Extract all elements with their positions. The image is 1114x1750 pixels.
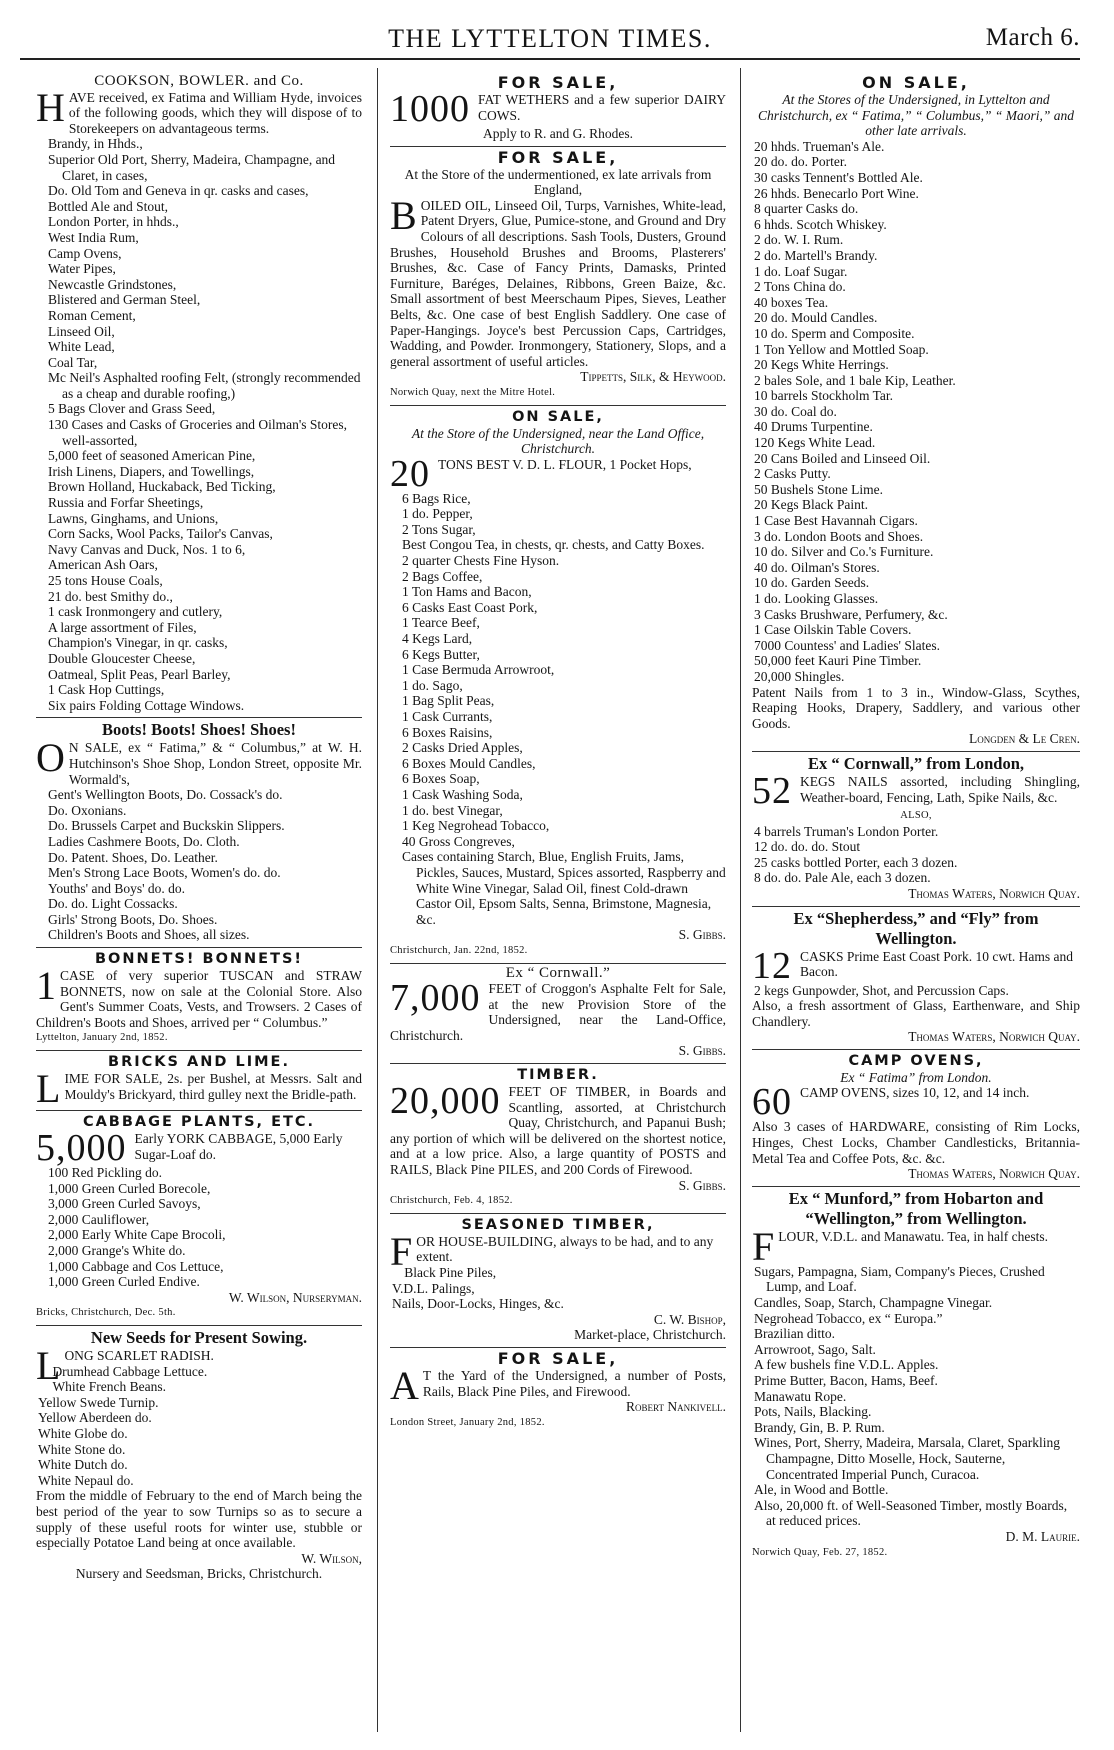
list-item: 12 do. do. do. Stout [754, 839, 861, 855]
list-item: White Lead, [48, 339, 115, 355]
list-item: 130 Cases and Casks of Groceries and Oilman's Stores, well-assorted, [48, 417, 348, 448]
list-item: 1 Cask Currants, [402, 709, 493, 724]
list-item: Girls' Strong Boots, Do. Shoes. [48, 911, 218, 927]
column-2 [390, 72, 726, 1736]
goods-list [752, 1264, 1080, 1529]
list-item: Do. Brussels Carpet and Buckskin Slippers. [48, 818, 285, 834]
ad-signature: C. W. Bishop, [653, 1311, 726, 1327]
list-item: Ladies Cashmere Boots, Do. Cloth. [48, 833, 240, 849]
goods-list [390, 1265, 726, 1312]
ad-cornwall-nails [752, 752, 1080, 907]
list-item: 3 Casks Brushware, Perfumery, &c. [754, 606, 948, 622]
big-number: 20 [390, 452, 430, 495]
ad-signature: W. Wilson, [301, 1550, 362, 1566]
list-item: Superior Old Port, Sherry, Madeira, Champagne, and Claret, in cases, [48, 151, 336, 183]
list-item: Prime Butter, Bacon, Hams, Beef. [754, 1373, 938, 1388]
list-item: Mc Neil's Asphalted roofing Felt, (strongly recommended as a cheap and durable roofing,) [48, 370, 361, 401]
goods-list [36, 1165, 362, 1290]
list-item: White Nepaul do. [38, 1472, 134, 1488]
ad-signature: Thomas Waters, Norwich Quay. [908, 1166, 1080, 1182]
list-item: Brazilian ditto. [754, 1326, 835, 1342]
list-item: 1 Cask Washing Soda, [402, 786, 523, 802]
list-item: 1 cask Ironmongery and cutlery, [48, 604, 223, 620]
ad-signature: S. Gibbs. [678, 1177, 726, 1193]
ad-title: Ex “ Cornwall.” [505, 964, 611, 981]
big-number: 12 [752, 944, 792, 987]
ad-signature-address: Nursery and Seedsman, Bricks, Christchurch. [75, 1566, 323, 1582]
ad-footer: Norwich Quay, next the Mitre Hotel. [390, 386, 556, 398]
list-item: Brandy, in Hhds., [48, 136, 143, 152]
ad-cookson [36, 72, 362, 718]
list-item: 1 Keg Negrohead Tobacco, [402, 818, 550, 834]
list-item: 1 do. Loaf Sugar. [754, 263, 848, 279]
list-item: 3 do. London Boots and Shoes. [754, 528, 924, 544]
ad-title: Ex “Shepherdess,” and “Fly” from Wellington. [793, 908, 1039, 948]
column-1 [36, 72, 362, 1736]
big-number: 1000 [390, 88, 470, 130]
list-item: 6 Boxes Mould Candles, [402, 755, 536, 771]
ad-lead: CAMP OVENS, sizes 10, 12, and 14 inch. [800, 1085, 1030, 1101]
list-item: Linseed Oil, [48, 323, 115, 339]
list-item: 2 bales Sole, and 1 bale Kip, Leather. [754, 372, 956, 388]
list-item: 1,000 Green Curled Endive. [48, 1274, 200, 1290]
list-item: 6 Boxes Raisins, [402, 724, 493, 740]
issue-date: March 6. [985, 24, 1080, 51]
ad-title: TIMBER. [517, 1067, 599, 1084]
ad-bonnets [36, 948, 362, 1051]
drop-cap: L [36, 1066, 61, 1112]
ad-signature: Thomas Waters, Norwich Quay. [908, 1029, 1080, 1045]
goods-list [752, 139, 1080, 685]
ad-title: SEASONED TIMBER, [461, 1216, 655, 1233]
list-item: Double Gloucester Cheese, [48, 650, 196, 666]
list-item: Blistered and German Steel, [48, 292, 201, 308]
list-item: 20 Kegs White Herrings. [754, 357, 889, 373]
ad-also: ALSO, [900, 809, 932, 821]
ad-signature: Robert Nankivell. [626, 1399, 726, 1415]
list-item: 2 Bags Coffee, [402, 568, 483, 584]
list-item: Do. Old Tom and Geneva in qr. casks and cases, [48, 183, 309, 199]
ad-apply: Apply to R. and G. Rhodes. [483, 126, 633, 141]
ad-gibbs-stores [390, 406, 726, 964]
list-item: 25 casks bottled Porter, each 3 dozen. [754, 854, 958, 870]
list-item: White Dutch do. [38, 1457, 128, 1473]
list-item: Champion's Vinegar, in qr. casks, [48, 635, 228, 651]
list-item: A large assortment of Files, [48, 619, 197, 635]
big-number: 5,000 [36, 1127, 127, 1170]
drop-cap: L [36, 1342, 61, 1388]
list-item: 1 do. Pepper, [402, 506, 473, 522]
big-number: 52 [752, 769, 792, 812]
ad-camp-ovens [752, 1050, 1080, 1187]
ad-lead: CASKS Prime East Coast Pork. 10 cwt. Hams and Bacon. [800, 948, 1073, 980]
list-item: 1 Bag Split Peas, [402, 693, 495, 709]
ad-seeds [36, 1326, 362, 1586]
goods-list [36, 787, 362, 943]
ad-subtitle: At the Store of the Undersigned, near the Land Office, Christchurch. [411, 425, 705, 457]
list-item: Nails, Door-Locks, Hinges, &c. [392, 1296, 564, 1312]
goods-list [752, 983, 1080, 999]
ad-lead: ONG SCARLET RADISH. [64, 1347, 214, 1363]
ad-title: BRICKS AND LIME. [108, 1054, 290, 1071]
ad-signature: S. Gibbs. [678, 927, 726, 943]
ad-body: FEET OF TIMBER, in Boards and Scantling, assorted, at Christchurch Quay, Christchurch, and Papanui Bush; any portion of which will be delivered on the shortest notice, and at a low price. Also, a large quantity of POSTS and RAILS, Black Pine PILES, and 200 Cords of Firewood. [390, 1084, 726, 1178]
column-3 [752, 72, 1080, 1736]
goods-list [36, 136, 362, 713]
ad-footer: Norwich Quay, Feb. 27, 1852. [752, 1546, 888, 1558]
list-item: 10 barrels Stockholm Tar. [754, 388, 894, 404]
list-item: Irish Linens, Diapers, and Towellings, [48, 463, 255, 479]
list-item: 1 Ton Yellow and Mottled Soap. [754, 341, 929, 357]
ad-signature: W. Wilson, Nurseryman. [228, 1289, 362, 1305]
list-item: 8 quarter Casks do. [754, 201, 859, 217]
list-item: White French Beans. [52, 1379, 167, 1395]
list-item: 1 Cask Hop Cuttings, [48, 682, 165, 698]
list-item: 4 barrels Truman's London Porter. [754, 823, 939, 839]
ad-signature: Tippetts, Silk, & Heywood. [580, 369, 726, 385]
list-item: 2 do. Martell's Brandy. [754, 247, 878, 263]
list-item: 8 do. do. Pale Ale, each 3 dozen. [754, 870, 931, 886]
ad-lead: OR HOUSE-BUILDING, always to be had, and to any extent. [416, 1233, 714, 1265]
list-item: 25 tons House Coals, [48, 573, 163, 588]
list-item: 40 boxes Tea. [754, 294, 829, 310]
ad-signature: S. Gibbs. [678, 1043, 726, 1059]
ad-title: ON SALE, [862, 73, 970, 92]
list-item: 10 do. Garden Seeds. [754, 575, 870, 591]
ad-footer: Christchurch, Jan. 22nd, 1852. [390, 944, 528, 956]
list-item: 1 do. Looking Glasses. [754, 591, 879, 606]
list-item: Brown Holland, Huckaback, Bed Ticking, [48, 479, 276, 495]
list-item: 50,000 feet Kauri Pine Timber. [754, 653, 922, 669]
ad-body: Patent Nails from 1 to 3 in., Window-Glass, Scythes, Reaping Hooks, Drapery, Saddlery, and various other Goods. [752, 684, 1080, 731]
list-item: Pots, Nails, Blacking. [754, 1404, 872, 1420]
list-item: 3,000 Green Curled Savoys, [48, 1196, 201, 1212]
ad-signature: Longden & Le Cren. [969, 731, 1080, 747]
drop-cap: B [390, 192, 417, 238]
list-item: Newcastle Grindstones, [48, 276, 177, 292]
list-item: 20 Kegs Black Paint. [754, 497, 868, 513]
ad-body: Also 3 cases of HARDWARE, consisting of Rim Locks, Hinges, Chest Locks, Chamber Candlesticks, Britannia-Metal Tea and Coffee Pots, &c. &c. [752, 1119, 1080, 1166]
list-item: Arrowroot, Sago, Salt. [754, 1341, 876, 1357]
list-item: West India Rum, [48, 229, 139, 245]
list-item: Cases containing Starch, Blue, English Fruits, Jams, Pickles, Sauces, Mustard, Spices assorted, Raspberry and White Wine Vinegar, Salad Oil, finest Cold-drawn Castor Oil, Epsom Salts, Senna, Brimstone, Magnesia, &c. [402, 849, 726, 927]
list-item: 2 Tons China do. [754, 279, 846, 295]
list-item: White Globe do. [38, 1425, 128, 1441]
list-item: 21 do. best Smithy do., [48, 588, 173, 604]
list-item: Drumhead Cabbage Lettuce. [52, 1363, 208, 1379]
list-item: 1 do. Sago, [402, 677, 463, 693]
goods-list [752, 824, 1080, 886]
goods-list [390, 491, 726, 928]
ad-cornwall-felt [390, 964, 726, 1065]
ad-title: Boots! Boots! Shoes! Shoes! [102, 720, 296, 740]
list-item: Wines, Port, Sherry, Madeira, Marsala, Claret, Sparkling Champagne, Ditto Moselle, Hock, Sauterne, Concentrated Imperial Punch, Curacoa. [754, 1435, 1061, 1482]
list-item: 20 Cans Boiled and Linseed Oil. [754, 450, 931, 466]
list-item: 5 Bags Clover and Grass Seed, [48, 401, 216, 417]
list-item: 4 Kegs Lard, [402, 631, 473, 647]
ad-timber [390, 1064, 726, 1214]
list-item: 1 Case Oilskin Table Covers. [754, 622, 912, 638]
list-item: 1 Ton Hams and Bacon, [402, 584, 532, 600]
list-item: 2,000 Cauliflower, [48, 1211, 150, 1227]
drop-cap: 1 [36, 963, 56, 1009]
list-item: 2 Casks Dried Apples, [402, 740, 523, 756]
ad-longden [752, 72, 1080, 752]
list-item: Camp Ovens, [48, 245, 122, 261]
list-item: Roman Cement, [48, 307, 136, 323]
list-item: 2 Casks Putty. [754, 466, 831, 482]
list-item: Navy Canvas and Duck, Nos. 1 to 6, [48, 541, 246, 557]
list-item: 1,000 Cabbage and Cos Lettuce, [48, 1258, 224, 1274]
list-item: 6 Casks East Coast Pork, [402, 599, 538, 615]
list-item: A few bushels fine V.D.L. Apples. [754, 1357, 939, 1373]
list-item: Manawatu Rope. [754, 1388, 847, 1404]
list-item: Coal Tar, [48, 354, 98, 370]
list-item: Children's Boots and Shoes, all sizes. [48, 927, 250, 943]
list-item: 1,000 Green Curled Borecole, [48, 1180, 211, 1196]
list-item: 40 Drums Turpentine. [754, 419, 873, 435]
list-item: 10 do. Silver and Co.'s Furniture. [754, 544, 934, 560]
ad-body: IME FOR SALE, 2s. per Bushel, at Messrs. Salt and Mouldy's Brickyard, third gulley next the Bridle-path. [64, 1071, 362, 1102]
newspaper-title: THE LYTTELTON TIMES. [388, 24, 712, 53]
list-item: Yellow Aberdeen do. [38, 1410, 152, 1426]
list-item: 30 do. Coal do. [754, 403, 837, 419]
list-item: Ale, in Wood and Bottle. [754, 1482, 889, 1498]
ad-body: From the middle of February to the end of March being the best period of the year to sow Turnips so as to secure a supply of these useful roots for winter use, stubble or especially Potatoe Land being at once available. [36, 1488, 362, 1551]
list-item: 50 Bushels Stone Lime. [754, 481, 883, 497]
list-item: Do. do. Light Cossacks. [48, 896, 178, 912]
ad-body: T the Yard of the Undersigned, a number of Posts, Rails, Black Pine Piles, and Firewood. [422, 1367, 726, 1399]
list-item: Water Pipes, [48, 261, 116, 277]
list-item: 40 Gross Congreves, [402, 833, 515, 849]
list-item: Russia and Forfar Sheetings, [48, 495, 204, 511]
ad-lead: LOUR, V.D.L. and Manawatu. Tea, in half chests. [778, 1228, 1049, 1244]
ad-intro: AVE received, ex Fatima and William Hyde, invoices of the following goods, which they will dispose of to Storekeepers on advantageous terms. [68, 89, 362, 136]
list-item: Brandy, Gin, B. P. Rum. [754, 1419, 885, 1435]
ad-lead: Early YORK CABBAGE, 5,000 Early Sugar-Loaf do. [134, 1131, 343, 1162]
list-item: 6 Bags Rice, [402, 490, 471, 506]
ad-body: FEET of Croggon's Asphalte Felt for Sale, at the new Provision Store of the Undersigned, near the Land-Office, Christchurch. [390, 981, 726, 1043]
list-item: Gent's Wellington Boots, Do. Cossack's do. [48, 787, 283, 803]
ad-title: CAMP OVENS, [848, 1052, 984, 1069]
drop-cap: F [390, 1228, 413, 1274]
list-item: 26 hhds. Benecarlo Port Wine. [754, 185, 919, 201]
ad-subtitle: At the Stores of the Undersigned, in Lyttelton and Christchurch, ex “ Fatima,” “ Columbus,” “ Maori,” and other late arrivals. [757, 92, 1075, 139]
ad-title: ON SALE, [512, 408, 604, 425]
list-item: 2 quarter Chests Fine Hyson. [402, 553, 560, 569]
list-item: 1 Case Best Havannah Cigars. [754, 513, 918, 529]
list-item: 1 Tearce Beef, [402, 615, 480, 631]
ad-lead: KEGS NAILS assorted, including Shingling, Weather-board, Fencing, Lath, Spike Nails, &c. [800, 773, 1080, 805]
list-item: 20 do. do. Porter. [754, 154, 847, 170]
ad-tippetts [390, 147, 726, 406]
list-item: White Stone do. [38, 1441, 126, 1457]
ad-body: Also, a fresh assortment of Glass, Earthenware, and Ship Chandlery. [752, 998, 1080, 1029]
list-item: Also, 20,000 ft. of Well-Seasoned Timber, mostly Boards, at reduced prices. [754, 1497, 1068, 1529]
list-item: 7000 Countess' and Ladies' Slates. [754, 637, 940, 653]
list-item: Oatmeal, Split Peas, Pearl Barley, [48, 666, 231, 682]
list-item: 5,000 feet of seasoned American Pine, [48, 448, 256, 464]
list-item: Black Pine Piles, [404, 1265, 497, 1280]
list-item: 120 Kegs White Lead. [754, 435, 876, 451]
ad-body: CASE of very superior TUSCAN and STRAW BONNETS, now on sale at the Colonial Store. Also Gent's Summer Coats, Vests, and Trowsers. 2 Cases of Children's Boots and Shoes, arrived per “ Columbus.” [36, 968, 362, 1030]
list-item: V.D.L. Palings, [392, 1280, 475, 1296]
ad-subtitle: Ex “ Fatima” from London. [840, 1069, 992, 1085]
ad-title: FOR SALE, [497, 1348, 619, 1368]
list-item: 20,000 Shingles. [754, 668, 845, 684]
list-item: 30 casks Tennent's Bottled Ale. [754, 169, 923, 185]
list-item: Sugars, Pampagna, Siam, Company's Pieces, Crushed Lump, and Loaf. [754, 1263, 1045, 1295]
goods-list [36, 1364, 362, 1489]
column-divider [377, 68, 378, 1732]
list-item: 6 Boxes Soap, [402, 771, 480, 787]
list-item: 100 Red Pickling do. [48, 1165, 162, 1181]
drop-cap: A [390, 1362, 419, 1408]
ad-title: Ex “ Munford,” from Hobarton and “Wellington,” from Wellington. [788, 1188, 1044, 1228]
big-number: 20,000 [390, 1080, 501, 1123]
ad-footer: Christchurch, Feb. 4, 1852. [390, 1195, 513, 1207]
big-number: 7,000 [390, 977, 481, 1020]
list-item: London Porter, in hhds., [48, 214, 179, 230]
list-item: 1 do. best Vinegar, [402, 802, 503, 818]
masthead [20, 22, 1080, 60]
list-item: Negrohead Tobacco, ex “ Europa.” [754, 1310, 943, 1326]
list-item: Bottled Ale and Stout, [48, 198, 168, 214]
list-item: Men's Strong Lace Boots, Women's do. do. [48, 865, 281, 881]
list-item: 40 do. Oilman's Stores. [754, 559, 880, 575]
ad-cabbage [36, 1111, 362, 1326]
ad-intro: N SALE, ex “ Fatima,” & “ Columbus,” at W. H. Hutchinson's Shoe Shop, London Street, opposite Mr. Wormald's, [68, 740, 362, 787]
list-item: Do. Patent. Shoes, Do. Leather. [48, 849, 218, 865]
list-item: 20 do. Mould Candles. [754, 310, 878, 326]
ad-subtitle: At the Store of the undermentioned, ex late arrivals from England, [404, 166, 712, 198]
list-item: Corn Sacks, Wool Packs, Tailor's Canvas, [48, 526, 273, 542]
drop-cap: H [36, 84, 65, 130]
list-item: Six pairs Folding Cottage Windows. [48, 697, 245, 713]
list-item: 6 hhds. Scotch Whiskey. [754, 216, 887, 232]
ad-footer: London Street, January 2nd, 1852. [390, 1416, 545, 1428]
ad-body: OILED OIL, Linseed Oil, Turps, Varnishes, White-lead, Patent Dryers, Glue, Pumice-stone, and Ground and Dry Colours of all descriptions. Sash Tools, Dusters, Ground Brushes, Household Brushes and Brooms, Plasterers' Brushes, &c. Case of Fancy Prints, Damasks, Printed Furniture, Baréges, Delaines, Ribbons, Green Baize, &c. Small assortment of best Meerschaum Pipes, Sieves, Leather Belts, &c. One case of best English Saddlery. One case of Paper-Hangings. Joyce's best Percussion Caps, Cartridges, Wadding, and Powder. Ironmongery, Stationery, Slops, and a general assortment of useful articles. [390, 197, 726, 369]
ad-title: FOR SALE, [497, 73, 619, 92]
list-item: 2 Tons Sugar, [402, 521, 476, 537]
ad-seasoned-timber [390, 1214, 726, 1348]
list-item: 6 Kegs Butter, [402, 646, 480, 662]
drop-cap: F [752, 1223, 775, 1269]
ad-shepherdess [752, 907, 1080, 1050]
list-item: 1 Case Bermuda Arrowroot, [402, 662, 555, 678]
ad-title: BONNETS! BONNETS! [94, 951, 304, 968]
ad-title: Ex “ Cornwall,” from London, [807, 753, 1025, 773]
list-item: 2,000 Early White Cape Brocoli, [48, 1227, 226, 1243]
column-divider [740, 68, 741, 1732]
list-item: Lawns, Ginghams, and Unions, [48, 510, 219, 526]
list-item: 20 hhds. Trueman's Ale. [754, 138, 885, 154]
list-item: 2 do. W. I. Rum. [754, 232, 844, 248]
list-item: Best Congou Tea, in chests, qr. chests, and Catty Boxes. [402, 537, 705, 553]
list-item: Candles, Soap, Starch, Champagne Vinegar. [754, 1295, 993, 1311]
ad-footer: Lyttelton, January 2nd, 1852. [36, 1032, 168, 1044]
list-item: Do. Oxonians. [48, 802, 127, 818]
list-item: Youths' and Boys' do. do. [48, 880, 186, 896]
ad-lead: TONS BEST V. D. L. FLOUR, 1 Pocket Hops, [438, 456, 692, 472]
ad-munford [752, 1187, 1080, 1564]
ad-title: CABBAGE PLANTS, ETC. [82, 1114, 316, 1131]
ad-signature: Thomas Waters, Norwich Quay. [908, 885, 1080, 901]
ad-title: New Seeds for Present Sowing. [90, 1327, 308, 1347]
ad-signature: D. M. Laurie. [1005, 1528, 1080, 1544]
list-item: American Ash Oars, [48, 557, 158, 573]
list-item: 10 do. Sperm and Composite. [754, 325, 915, 341]
ad-yard [390, 1348, 726, 1434]
ad-body: FAT WETHERS and a few superior DAIRY COWS. [478, 92, 726, 123]
ad-signature-address: Market-place, Christchurch. [574, 1327, 726, 1343]
ad-title: FOR SALE, [497, 147, 619, 167]
big-number: 60 [752, 1081, 792, 1124]
ad-footer: Bricks, Christchurch, Dec. 5th. [36, 1307, 176, 1319]
ad-boots [36, 718, 362, 948]
drop-cap: O [36, 735, 65, 781]
list-item: Yellow Swede Turnip. [38, 1394, 159, 1410]
list-item: 2,000 Grange's White do. [48, 1243, 186, 1258]
ad-wethers [390, 72, 726, 147]
ad-bricks [36, 1051, 362, 1111]
ad-title: COOKSON, BOWLER. and Co. [94, 73, 304, 89]
list-item: 2 kegs Gunpowder, Shot, and Percussion Caps. [754, 982, 1009, 998]
